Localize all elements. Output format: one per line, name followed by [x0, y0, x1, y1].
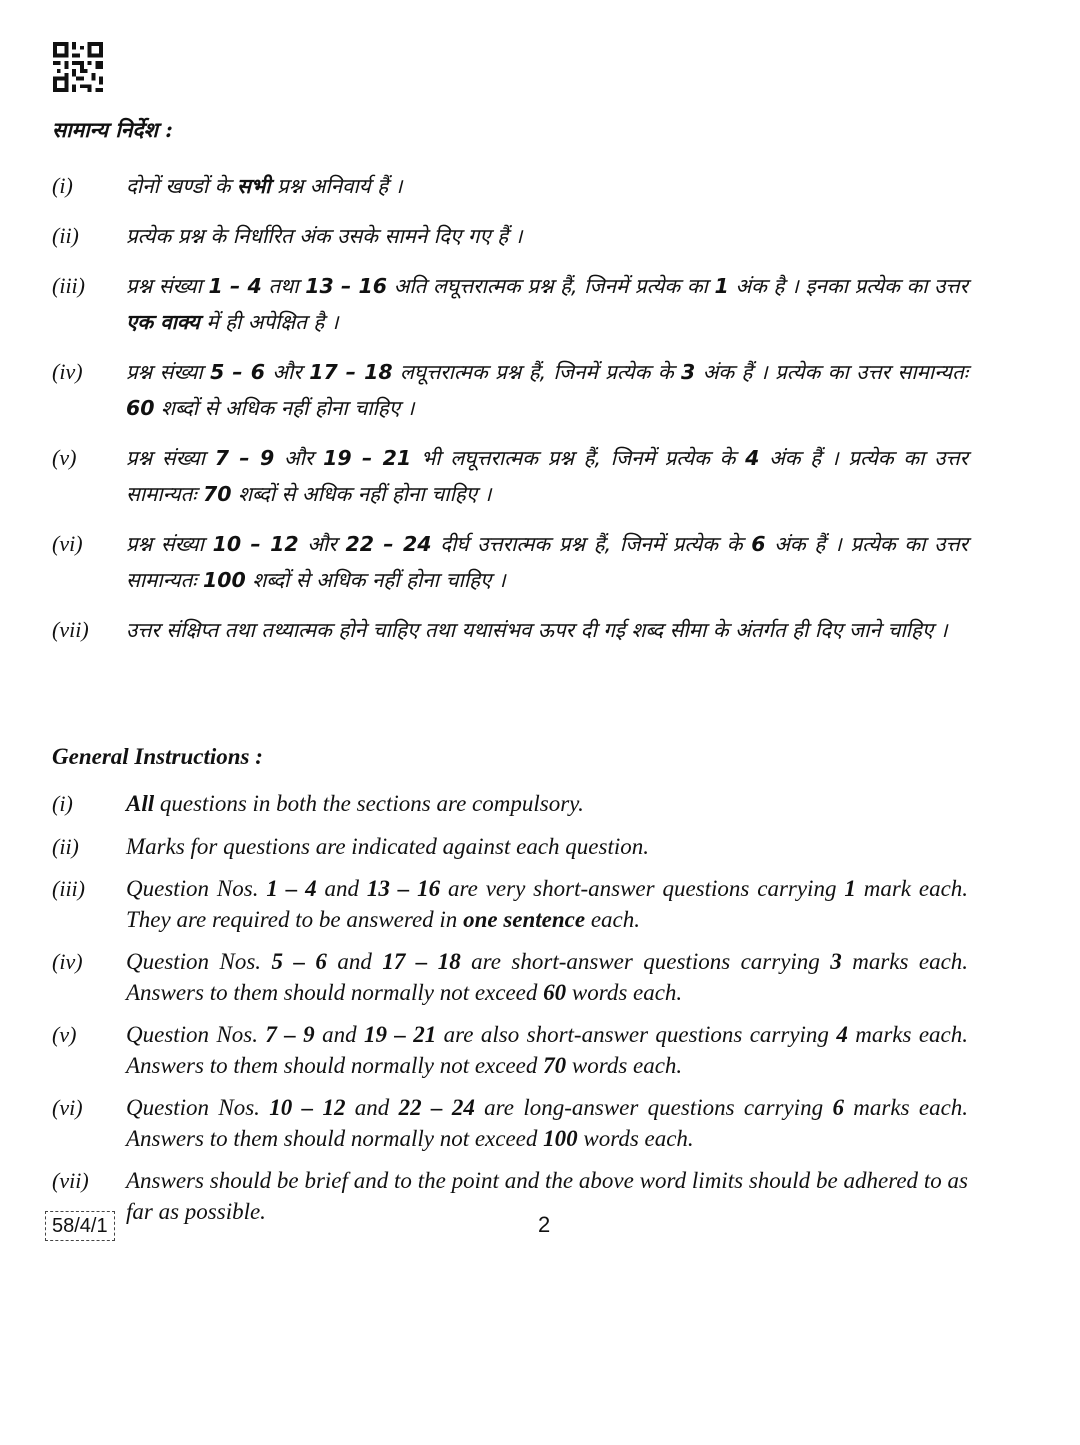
text-run: में ही अपेक्षित है ।	[199, 310, 339, 334]
instruction-number: (iii)	[52, 273, 85, 298]
emphasis-text: 22 – 24	[345, 532, 432, 556]
paper-code-box: 58/4/1	[45, 1211, 115, 1241]
emphasis-text: 70	[203, 482, 232, 506]
emphasis-text: 7 – 9	[214, 446, 275, 470]
text-run: Answers should be brief and to the point and the above word limits should be adhered to as far as possible.	[126, 1168, 968, 1224]
text-run: प्रश्न अनिवार्य हैं ।	[270, 174, 403, 198]
text-run: words each.	[566, 979, 683, 1005]
text-run: प्रश्न संख्या	[126, 532, 213, 556]
emphasis-text: 60	[126, 396, 155, 420]
instruction-text	[126, 947, 968, 1008]
instruction-number: (iii)	[52, 876, 85, 901]
instruction-text	[126, 526, 968, 598]
text-run: अंक हैं । प्रत्येक का उत्तर सामान्यतः	[126, 446, 968, 506]
instruction-item	[52, 874, 968, 935]
text-run: अति लघूत्तरात्मक प्रश्न हैं, जिनमें प्रत्येक का	[387, 274, 715, 298]
instruction-item	[52, 612, 968, 648]
instruction-number: (ii)	[52, 223, 79, 248]
text-run: words each.	[577, 1125, 694, 1151]
emphasis-text: 5 – 6	[271, 949, 327, 974]
text-run: are also short-answer questions carrying	[436, 1022, 837, 1047]
instruction-text	[126, 218, 968, 254]
text-run: marks each. Answers to them should normally not exceed	[126, 1022, 968, 1078]
emphasis-text: 70	[543, 1052, 567, 1078]
text-run: Question Nos.	[126, 949, 272, 974]
instruction-text	[126, 168, 968, 204]
instruction-item	[52, 832, 968, 863]
instruction-item	[52, 168, 968, 204]
instruction-number: (iv)	[52, 359, 83, 384]
emphasis-text: 10 – 12	[269, 1095, 346, 1120]
emphasis-text: 1 – 4	[208, 274, 262, 298]
emphasis-text: 19 – 21	[323, 446, 412, 470]
emphasis-text: 1	[844, 876, 856, 901]
hindi-instructions-list	[52, 168, 968, 662]
qr-code-icon	[52, 42, 104, 92]
text-run: अंक है । इनका प्रत्येक का उत्तर	[728, 274, 968, 298]
text-run: mark each. They are required to be answered in	[126, 876, 969, 932]
text-run: प्रश्न संख्या	[126, 360, 211, 384]
text-run: उत्तर संक्षिप्त तथा तथ्यात्मक होने चाहिए तथा यथासंभव ऊपर दी गई शब्द सीमा के अंतर्गत ही दिए जाने चाहिए ।	[126, 618, 948, 642]
instruction-item	[52, 789, 968, 820]
instruction-text	[126, 268, 968, 340]
emphasis-text: 60	[543, 979, 567, 1005]
instruction-number: (i)	[52, 173, 73, 198]
emphasis-text: 5 – 6	[210, 360, 265, 384]
instruction-text	[126, 354, 968, 426]
instruction-number: (v)	[52, 445, 77, 470]
emphasis-text: 7 – 9	[265, 1022, 315, 1047]
instruction-number: (vii)	[52, 617, 89, 642]
instruction-number: (v)	[52, 1022, 77, 1047]
text-run: और	[274, 446, 324, 470]
text-run: लघूत्तरात्मक प्रश्न हैं, जिनमें प्रत्येक के	[392, 360, 682, 384]
text-run: Question Nos.	[126, 1022, 266, 1047]
text-run: words each.	[566, 1052, 683, 1078]
instruction-text	[126, 1093, 968, 1154]
text-run: are short-answer questions carrying	[460, 949, 831, 974]
emphasis-text: 1 – 4	[266, 876, 317, 901]
emphasis-text: 22 – 24	[398, 1095, 475, 1120]
text-run: और	[264, 360, 310, 384]
text-run: and	[314, 1022, 364, 1047]
instruction-text	[126, 612, 968, 648]
instruction-item	[52, 526, 968, 598]
instruction-text	[126, 832, 968, 863]
instruction-item	[52, 354, 968, 426]
emphasis-text: 13 – 16	[366, 876, 441, 901]
instruction-item	[52, 947, 968, 1008]
emphasis-text: 6	[751, 532, 766, 556]
emphasis-text: 17 – 18	[382, 949, 461, 974]
emphasis-text: सभी	[236, 174, 271, 198]
instruction-item	[52, 218, 968, 254]
emphasis-text: 4	[836, 1022, 848, 1047]
instruction-number: (ii)	[52, 833, 79, 859]
instruction-item	[52, 1020, 968, 1081]
emphasis-text: 3	[681, 360, 696, 384]
emphasis-text: 19 – 21	[363, 1022, 437, 1047]
text-run: and	[326, 949, 383, 974]
text-run: शब्दों से अधिक नहीं होना चाहिए ।	[231, 482, 492, 506]
page-number: 2	[538, 1212, 551, 1237]
emphasis-text: 17 – 18	[309, 360, 393, 384]
instruction-number: (iv)	[52, 949, 83, 974]
text-run: and	[316, 876, 367, 901]
emphasis-text: 100	[203, 568, 246, 592]
text-run: अंक हैं । प्रत्येक का उत्तर सामान्यतः	[126, 532, 968, 592]
text-run: दोनों खण्डों के	[126, 174, 237, 198]
emphasis-text: 3	[830, 949, 842, 974]
instruction-item	[52, 268, 968, 340]
text-run: प्रश्न संख्या	[126, 446, 215, 470]
instruction-text	[126, 874, 968, 935]
text-run: शब्दों से अधिक नहीं होना चाहिए ।	[245, 568, 506, 592]
text-run: each.	[585, 906, 640, 932]
text-run: are very short-answer questions carrying	[440, 876, 845, 901]
emphasis-text: 13 – 16	[305, 274, 388, 298]
text-run: भी लघूत्तरात्मक प्रश्न हैं, जिनमें प्रत्येक के	[411, 446, 746, 470]
instruction-number: (vi)	[52, 531, 83, 556]
text-run: marks each. Answers to them should normally not exceed	[126, 949, 969, 1005]
text-run: questions in both the sections are compulsory.	[154, 791, 584, 816]
instruction-text	[126, 1020, 968, 1081]
text-run: प्रश्न संख्या	[126, 274, 209, 298]
emphasis-text: one sentence	[463, 906, 586, 932]
hindi-instructions-heading: सामान्य निर्देश :	[52, 117, 173, 142]
text-run: शब्दों से अधिक नहीं होना चाहिए ।	[154, 396, 415, 420]
text-run: प्रत्येक प्रश्न के निर्धारित अंक उसके सामने दिए गए हैं ।	[126, 224, 523, 248]
instruction-number: (vii)	[52, 1168, 89, 1193]
emphasis-text: 10 – 12	[212, 532, 299, 556]
emphasis-text: 100	[543, 1125, 578, 1151]
text-run: Question Nos.	[126, 876, 267, 901]
text-run: Question Nos.	[126, 1095, 270, 1120]
instruction-item	[52, 1093, 968, 1154]
text-run: and	[345, 1095, 399, 1120]
text-run: और	[298, 532, 346, 556]
text-run: are long-answer questions carrying	[474, 1095, 833, 1120]
english-instructions-heading: General Instructions :	[52, 744, 263, 769]
text-run: दीर्घ उत्तरात्मक प्रश्न हैं, जिनमें प्रत्येक के	[431, 532, 752, 556]
emphasis-text: 4	[745, 446, 760, 470]
text-run: अंक हैं । प्रत्येक का उत्तर सामान्यतः	[695, 360, 968, 384]
instruction-text	[126, 440, 968, 512]
instruction-item	[52, 440, 968, 512]
english-instructions-list	[52, 789, 968, 1239]
emphasis-text: एक वाक्य	[126, 310, 200, 334]
instruction-number: (i)	[52, 791, 73, 816]
text-run: marks each. Answers to them should normally not exceed	[126, 1095, 969, 1151]
instruction-number: (vi)	[52, 1095, 83, 1120]
instruction-item	[52, 1166, 968, 1227]
emphasis-text: All	[126, 791, 155, 816]
text-run: तथा	[261, 274, 306, 298]
text-run: Marks for questions are indicated against each question.	[126, 833, 649, 859]
emphasis-text: 1	[714, 274, 729, 298]
emphasis-text: 6	[832, 1095, 844, 1120]
instruction-text	[126, 789, 968, 820]
